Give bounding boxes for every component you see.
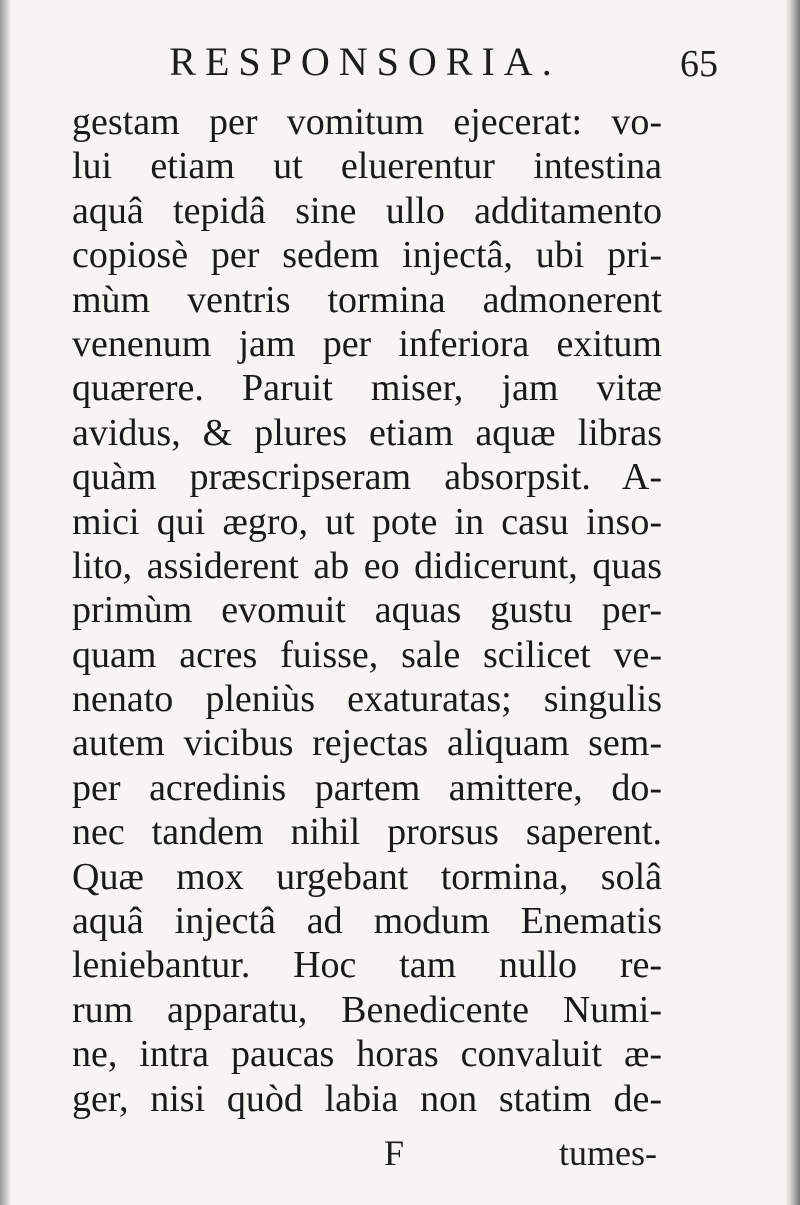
signature-mark: F <box>384 1133 405 1173</box>
text-line: quærere. Paruit miser, jam vitæ <box>72 367 662 410</box>
text-line: mici qui ægro, ut pote in casu inso- <box>72 500 662 543</box>
text-line: mùm ventris tormina admonerent <box>72 278 662 321</box>
text-line: aquâ injectâ ad modum Enematis <box>72 900 662 943</box>
text-line: avidus, & plures etiam aquæ libras <box>72 411 662 454</box>
text-line: lito, assiderent ab eo didicerunt, quas <box>72 544 662 587</box>
page-right-edge-shadow <box>786 0 800 1205</box>
text-line: leniebantur. Hoc tam nullo re- <box>72 944 662 987</box>
text-line: nec tandem nihil prorsus saperent. <box>72 811 662 854</box>
text-line: autem vicibus rejectas aliquam sem- <box>72 722 662 765</box>
catchword: tumes- <box>559 1133 657 1173</box>
text-line: quam acres fuisse, sale scilicet ve- <box>72 633 662 676</box>
page-footer <box>72 1132 657 1174</box>
text-line: copiosè per sedem injectâ, ubi pri- <box>72 234 662 277</box>
text-line: lui etiam ut eluerentur intestina <box>72 145 662 188</box>
text-line: rum apparatu, Benedicente Numi- <box>72 988 662 1031</box>
running-title: RESPONSORIA. <box>169 39 561 84</box>
text-line: Quæ mox urgebant tormina, solâ <box>72 855 662 898</box>
text-line: per acredinis partem amittere, do- <box>72 766 662 809</box>
text-line: primùm evomuit aquas gustu per- <box>72 589 662 632</box>
page-left-edge-shadow <box>0 0 10 1205</box>
text-line: venenum jam per inferiora exitum <box>72 322 662 365</box>
text-line: ger, nisi quòd labia non statim de- <box>72 1077 662 1120</box>
body-text <box>72 100 662 1121</box>
text-line: gestam per vomitum ejecerat: vo- <box>72 101 662 143</box>
text-line: quàm præscripseram absorpsit. A- <box>72 456 662 499</box>
text-line: nenato pleniùs exaturatas; singulis <box>72 678 662 721</box>
text-line: ne, intra paucas horas convaluit æ- <box>72 1033 662 1076</box>
text-line: aquâ tepidâ sine ullo additamento <box>72 189 662 232</box>
page-number: 65 <box>680 43 718 85</box>
